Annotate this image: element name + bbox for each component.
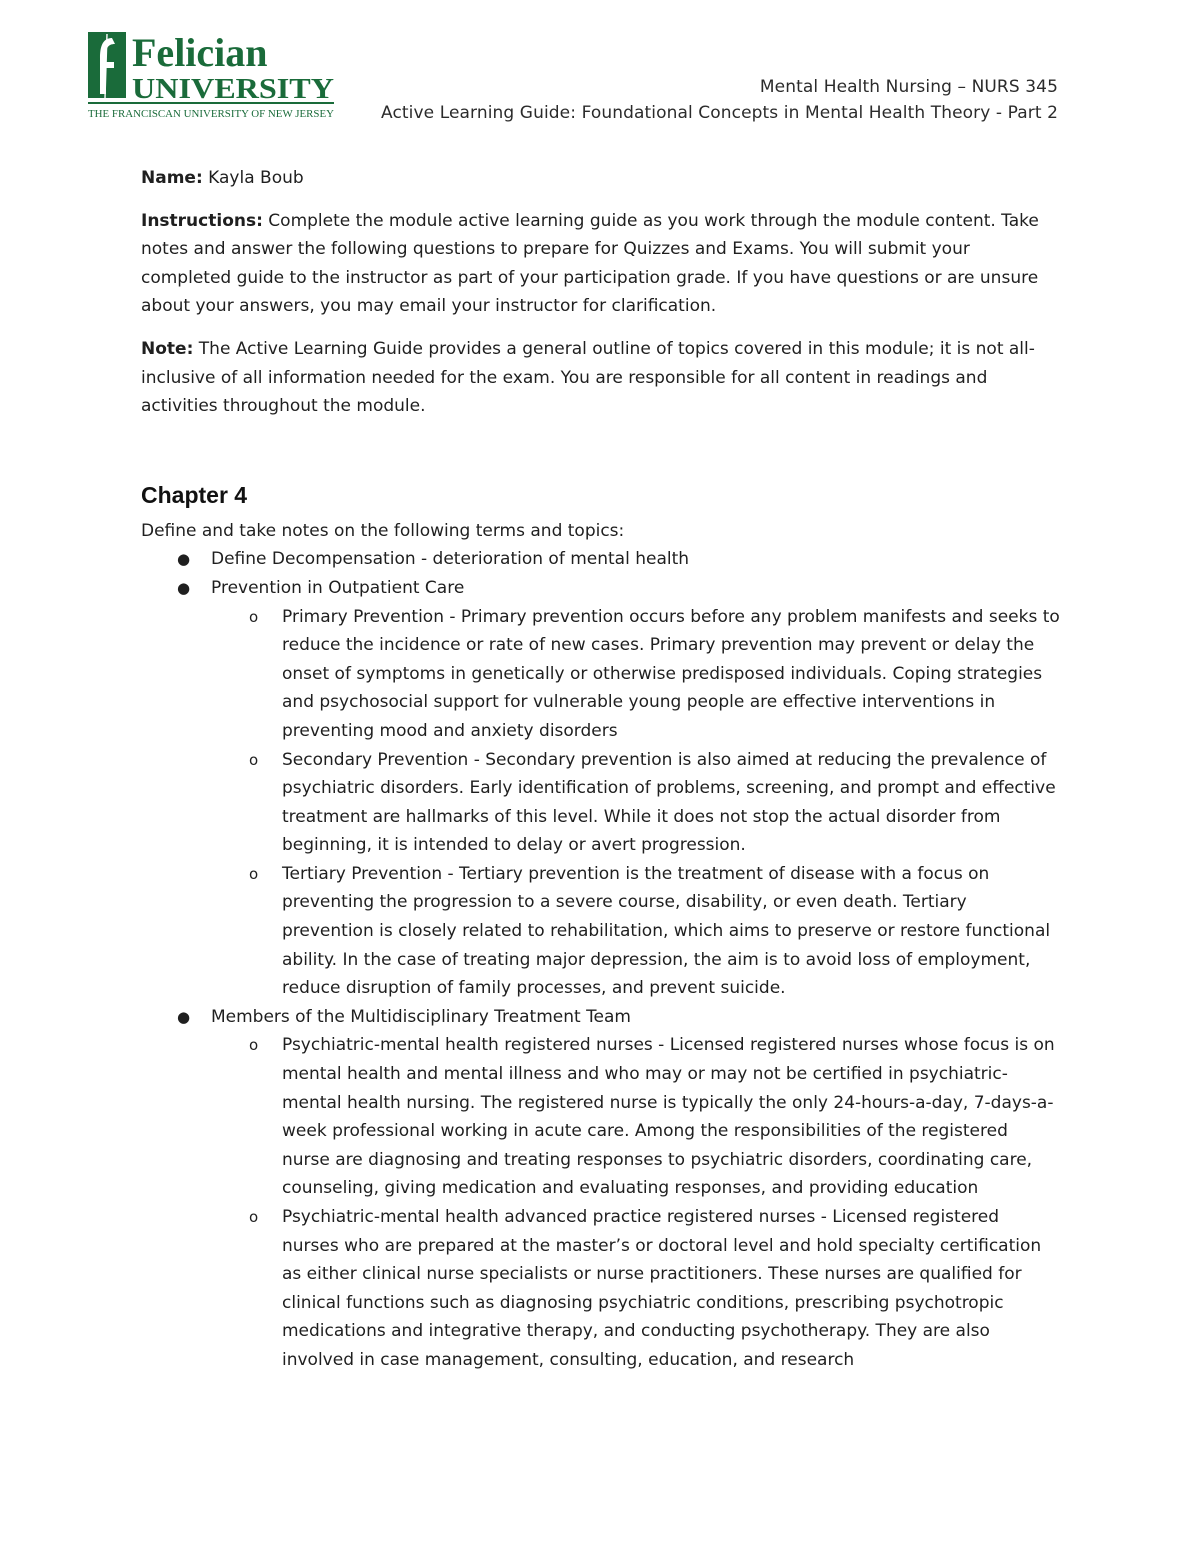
subtopic-item [211,1031,1061,1203]
sub-bullet-icon: o [249,1208,259,1226]
subtopic-text: Tertiary Prevention - Tertiary prevention is the treatment of disease with a focus on preventing the progression to a severe course, disability, or even death. Tertiary prevention is closely related to rehabilitation, which aims to preserve or restore functional ability. In the case of treating major depression, the aim is to avoid loss of employment, reduce disruption of family processes, and prevent suicide. [282,863,1051,999]
bullet-icon: ● [177,578,191,597]
felician-logo-mark [88,28,338,120]
instructions-text: Complete the module active learning guide as you work through the module content. Take notes and answer the following questions to prepare for Quizzes and Exams. You will submit your completed guide to the instructor as part of your participation grade. If you have questions or are unsure about your answers, you may email your instructor for clarification. [141,210,1039,317]
note-paragraph [141,335,1061,421]
topic-item [141,1003,1061,1375]
topic-text: Members of the Multidisciplinary Treatment Team [211,1006,631,1027]
subtopic-text: Psychiatric-mental health registered nurses - Licensed registered nurses whose focus is on mental health and mental illness and who may or may not be certified in psychiatric-mental health nursing. The registered nurse is typically the only 24-hours-a-day, 7-days-a-week professional working in acute care. Among the responsibilities of the registered nurse are diagnosing and treating responses to psychiatric disorders, coordinating care, counseling, giving medication and evaluating responses, and providing education [282,1035,1055,1199]
subtopic-text: Secondary Prevention - Secondary prevention is also aimed at reducing the prevalence of psychiatric disorders. Early identification of problems, screening, and prompt and effective treatment are hallmarks of this level. While it does not stop the actual disorder from beginning, it is intended to delay or avert progression. [282,749,1056,856]
instructions-label: Instructions: [141,210,263,231]
topic-item [141,574,1061,1003]
logo-brand-text: Felician [132,30,268,75]
student-name-line [141,164,1061,193]
instructions-paragraph [141,207,1061,321]
subtopic-item [211,746,1061,860]
chapter-heading: Chapter 4 [141,481,248,508]
guide-title: Active Learning Guide: Foundational Concepts in Mental Health Theory - Part 2 [381,103,1058,123]
student-name-value: Kayla Boub [202,168,304,188]
topic-text: Prevention in Outpatient Care [211,577,465,598]
topic-item [141,545,1061,574]
document-body [141,164,1061,1375]
subtopic-item [211,1203,1061,1375]
sub-bullet-icon: o [249,864,259,883]
bullet-icon: ● [177,1007,191,1026]
subtopic-item [211,603,1061,746]
subtopic-list [211,1031,1061,1374]
chapter-intro: Define and take notes on the following terms and topics: [141,520,625,541]
note-text: The Active Learning Guide provides a general outline of topics covered in this module; it is not all-inclusive of all information needed for the exam. You are responsible for all content in readings and activities throughout the module. [141,338,1035,417]
subtopic-text: Psychiatric-mental health advanced practice registered nurses - Licensed registered nurses who are prepared at the master’s or doctoral level and hold specialty certification as either clinical nurse specialists or nurse practitioners. These nurses are qualified for clinical functions such as diagnosing psychiatric conditions, prescribing psychotropic medications and integrative therapy, and conducting psychotherapy. They are also involved in case management, consulting, education, and research [282,1207,1042,1370]
course-title: Mental Health Nursing – NURS 345 [759,77,1058,97]
logo-tagline-text: THE FRANCISCAN UNIVERSITY OF NEW JERSEY [88,109,335,120]
sub-bullet-icon: o [249,607,259,626]
topic-text: Define Decompensation - deterioration of mental health [211,549,690,570]
subtopic-list [211,603,1061,1003]
topic-list [141,545,1061,1374]
note-label: Note: [141,338,194,359]
bullet-icon: ● [177,550,191,569]
document-header [381,74,1058,126]
sub-bullet-icon: o [249,750,259,769]
university-logo [88,28,338,120]
subtopic-item [211,860,1061,1003]
name-label: Name: [141,168,203,188]
sub-bullet-icon: o [249,1036,259,1055]
subtopic-text: Primary Prevention - Primary prevention occurs before any problem manifests and seeks to reduce the incidence or rate of new cases. Primary prevention may prevent or delay the onset of symptoms in genetically or otherwise predisposed individuals. Coping strategies and psychosocial support for vulnerable young people are effective interventions in preventing mood and anxiety disorders [282,606,1060,741]
logo-university-text: UNIVERSITY [132,73,335,105]
